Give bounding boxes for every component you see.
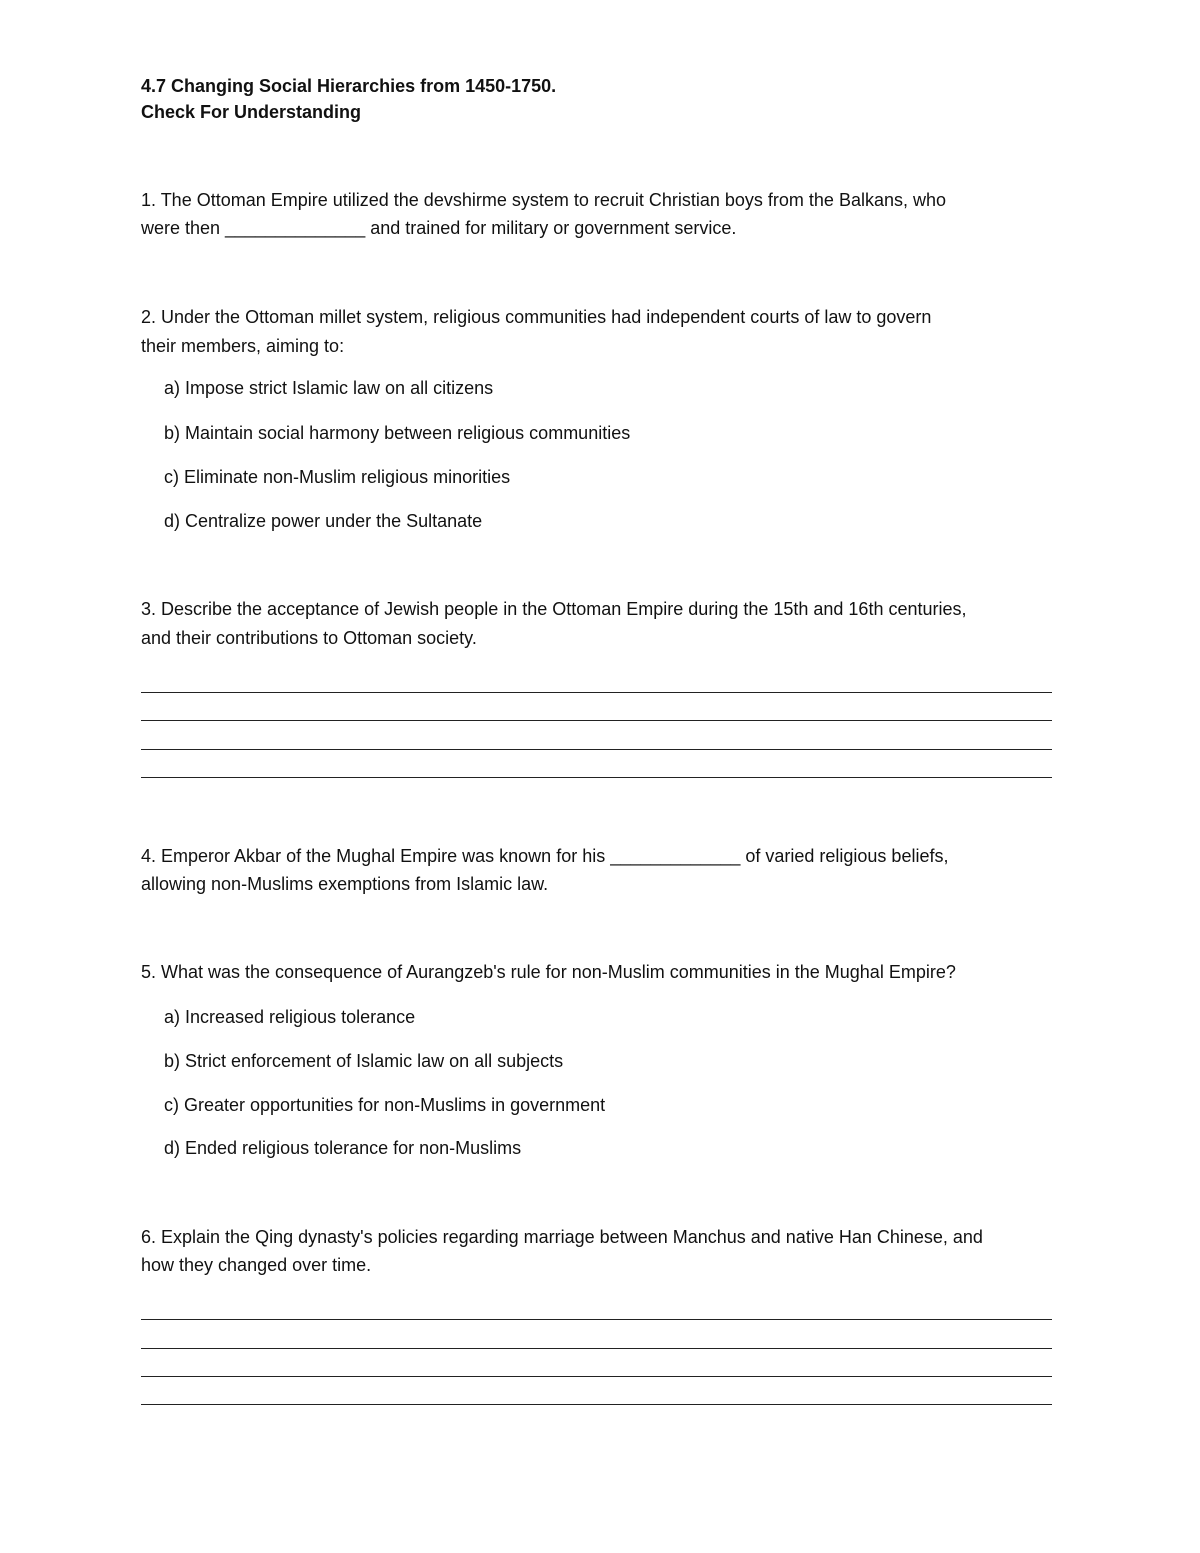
question-5-option-a: a) Increased religious tolerance <box>164 1007 416 1027</box>
question-3-answer-line[interactable] <box>141 692 1052 693</box>
question-4-line-2: allowing non-Muslims exemptions from Islamic law. <box>141 874 549 894</box>
question-5-option-d: d) Ended religious tolerance for non-Muslims <box>164 1138 522 1158</box>
question-2-line-1: 2. Under the Ottoman millet system, religious communities had independent courts of law to govern <box>141 307 932 327</box>
question-2-option-d: d) Centralize power under the Sultanate <box>164 511 483 531</box>
page-title: 4.7 Changing Social Hierarchies from 1450-1750. <box>141 76 557 96</box>
question-5-option-b: b) Strict enforcement of Islamic law on all subjects <box>164 1051 564 1071</box>
question-6-answer-line[interactable] <box>141 1404 1052 1405</box>
question-6-answer-line[interactable] <box>141 1348 1052 1349</box>
question-6-answer-line[interactable] <box>141 1376 1052 1377</box>
question-2-option-c: c) Eliminate non-Muslim religious minorities <box>164 467 511 487</box>
question-6-line-2: how they changed over time. <box>141 1255 372 1275</box>
question-2-option-b: b) Maintain social harmony between religious communities <box>164 423 631 443</box>
question-1-line-1: 1. The Ottoman Empire utilized the devshirme system to recruit Christian boys from the Balkans, who <box>141 190 946 210</box>
question-3-answer-line[interactable] <box>141 777 1052 778</box>
question-6-answer-line[interactable] <box>141 1319 1052 1320</box>
page-subtitle: Check For Understanding <box>141 102 362 122</box>
question-6-line-1: 6. Explain the Qing dynasty's policies regarding marriage between Manchus and native Han Chinese, and <box>141 1227 983 1247</box>
question-2-line-2: their members, aiming to: <box>141 336 345 356</box>
question-2-option-a: a) Impose strict Islamic law on all citizens <box>164 378 494 398</box>
question-3-answer-line[interactable] <box>141 720 1052 721</box>
question-5-line-1: 5. What was the consequence of Aurangzeb's rule for non-Muslim communities in the Mughal Empire? <box>141 962 956 982</box>
question-5-option-c: c) Greater opportunities for non-Muslims in government <box>164 1095 606 1115</box>
question-3-line-2: and their contributions to Ottoman society. <box>141 628 477 648</box>
question-4-line-1: 4. Emperor Akbar of the Mughal Empire was known for his _____________ of varied religious beliefs, <box>141 846 949 866</box>
question-1-line-2: were then ______________ and trained for military or government service. <box>141 218 737 238</box>
question-3-answer-line[interactable] <box>141 749 1052 750</box>
question-3-line-1: 3. Describe the acceptance of Jewish people in the Ottoman Empire during the 15th and 16th centuries, <box>141 599 967 619</box>
